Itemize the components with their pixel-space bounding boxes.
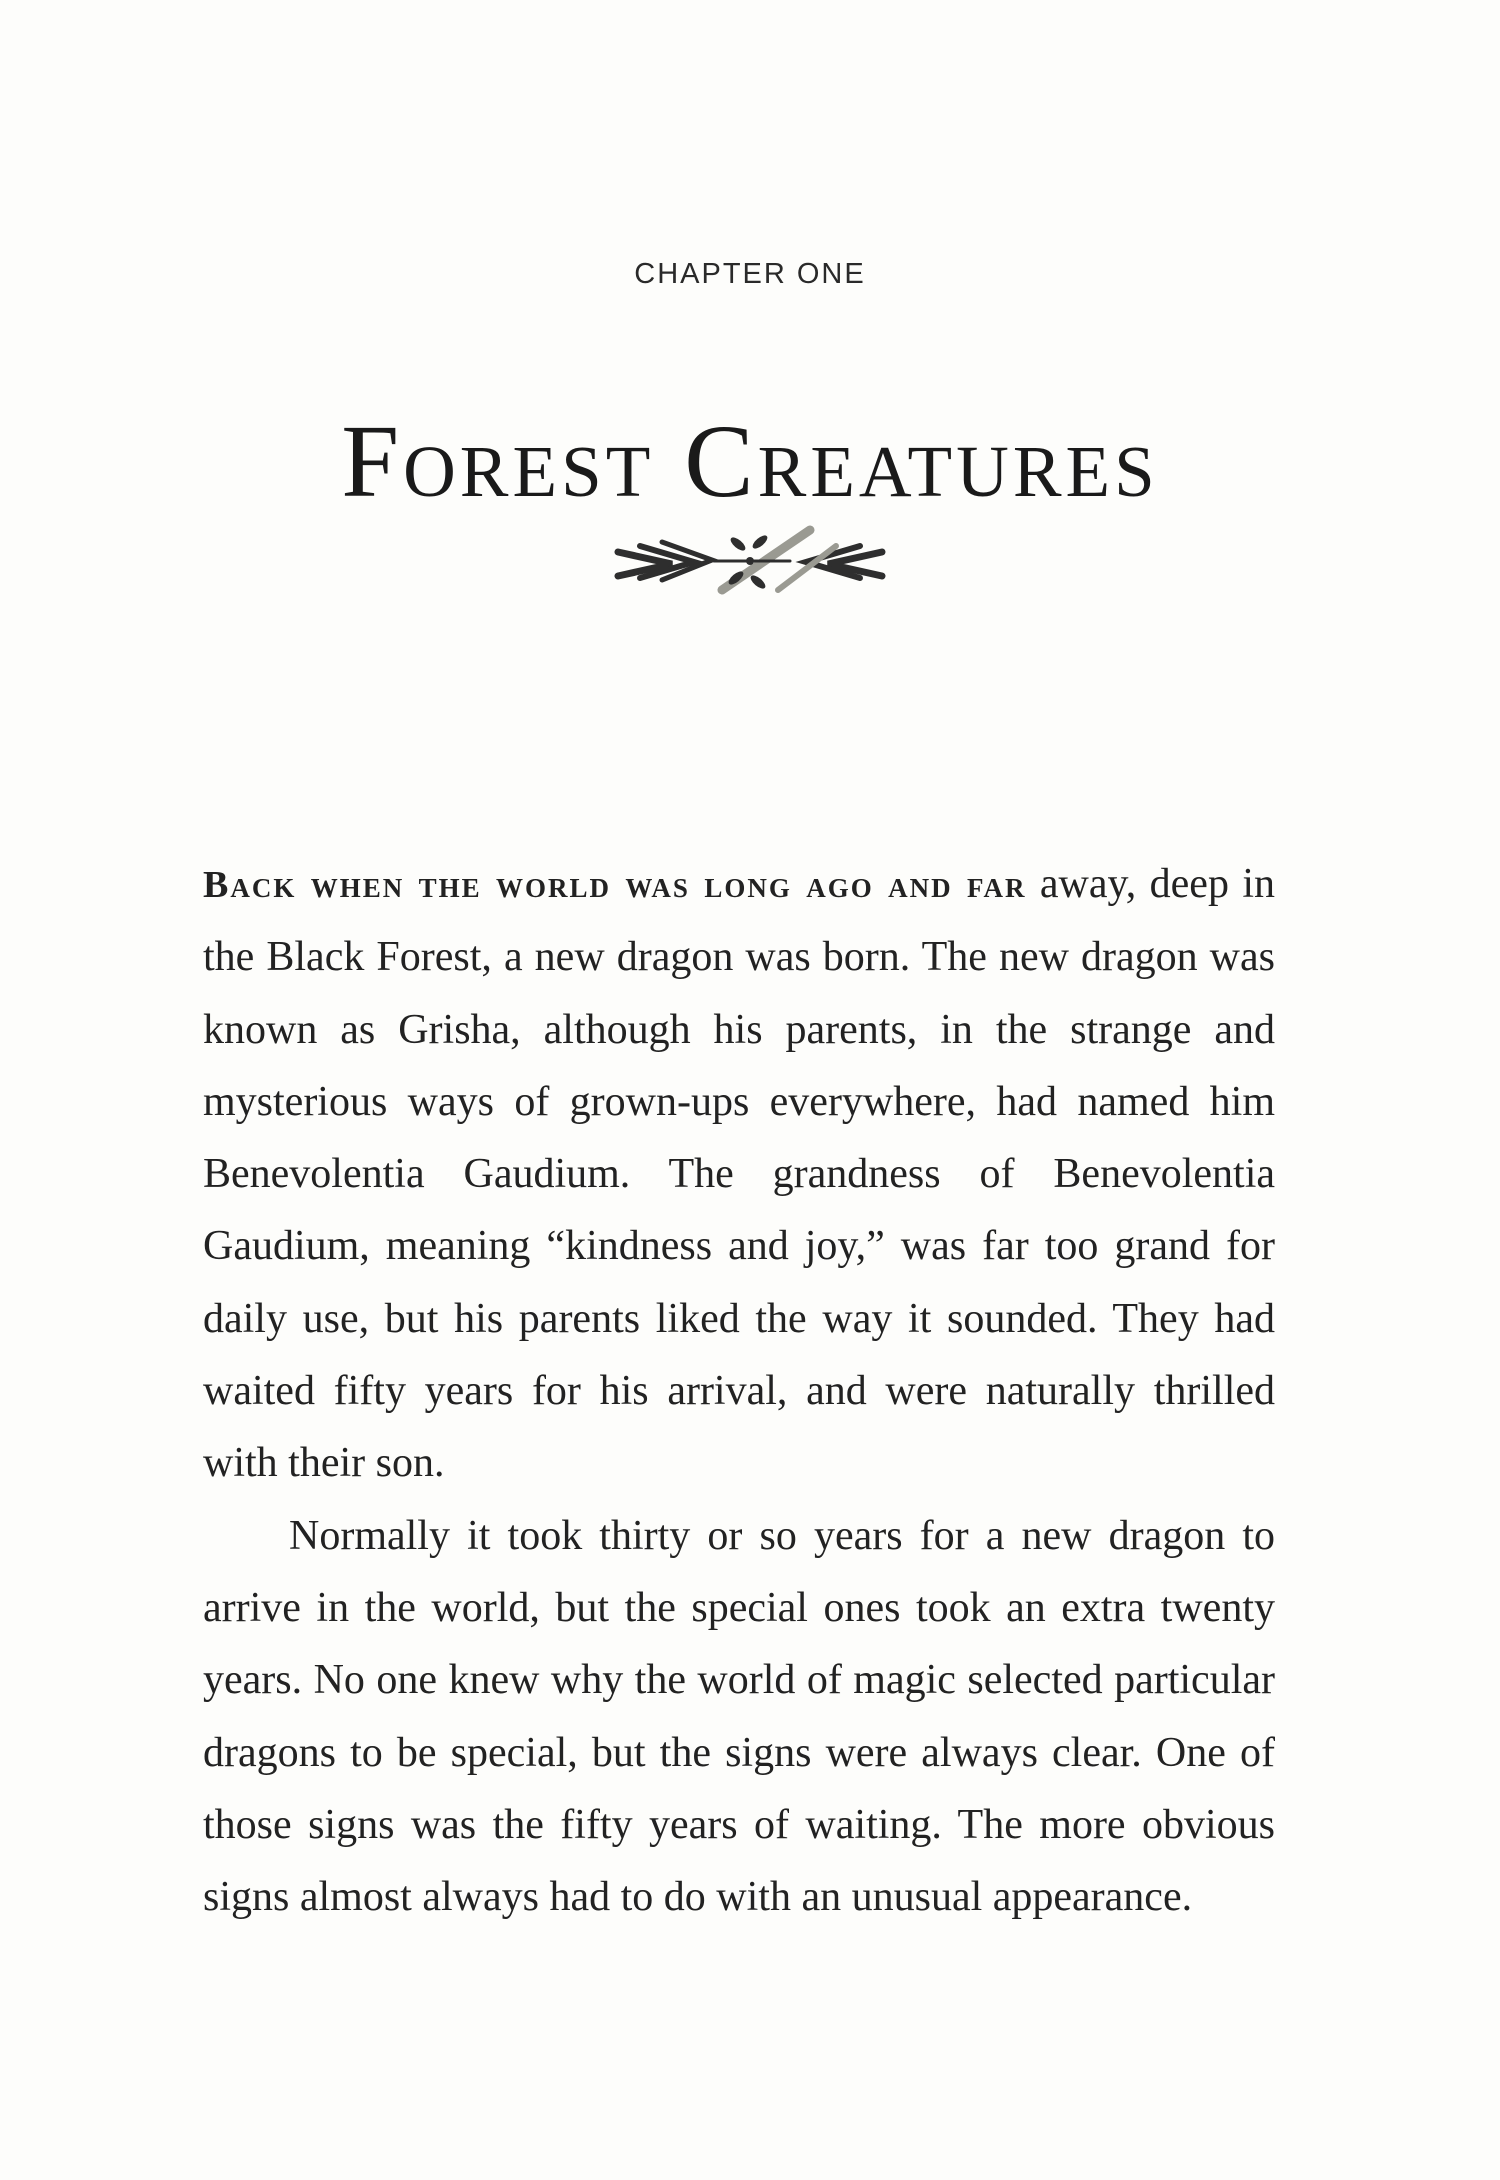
paragraph-1: [203, 848, 1275, 1500]
paragraph-2: Normally it took thirty or so years for a new dragon to arrive in the world, but the special ones took an extra twenty years. No one knew why the world of magic selected particular dragons to be special, but the signs were always clear. One of those signs was the fifty years of waiting. The more obvious signs almost always had to do with an unusual appearance.: [203, 1512, 1275, 1921]
chapter-label: CHAPTER ONE: [634, 258, 866, 290]
fern-leaf-ornament-icon: [610, 520, 890, 600]
paragraph-1-text: away, deep in the Black Forest, a new dragon was born. The new dragon was known as Grisha, although his parents, in the strange and mysterious ways of grown-ups everywhere, had named him Benevolentia Gaudium. The grandness of Benevolentia Gaudium, meaning “kindness and joy,” was far too grand for daily use, but his parents liked the way it sounded. They had waited fifty years for his arrival, and were naturally thrilled with their son.: [203, 861, 1276, 1487]
lead-in-text: Back when the world was long ago and far: [203, 864, 1027, 906]
chapter-title: Forest Creatures: [341, 403, 1159, 519]
chapter-body: [203, 848, 1275, 1933]
